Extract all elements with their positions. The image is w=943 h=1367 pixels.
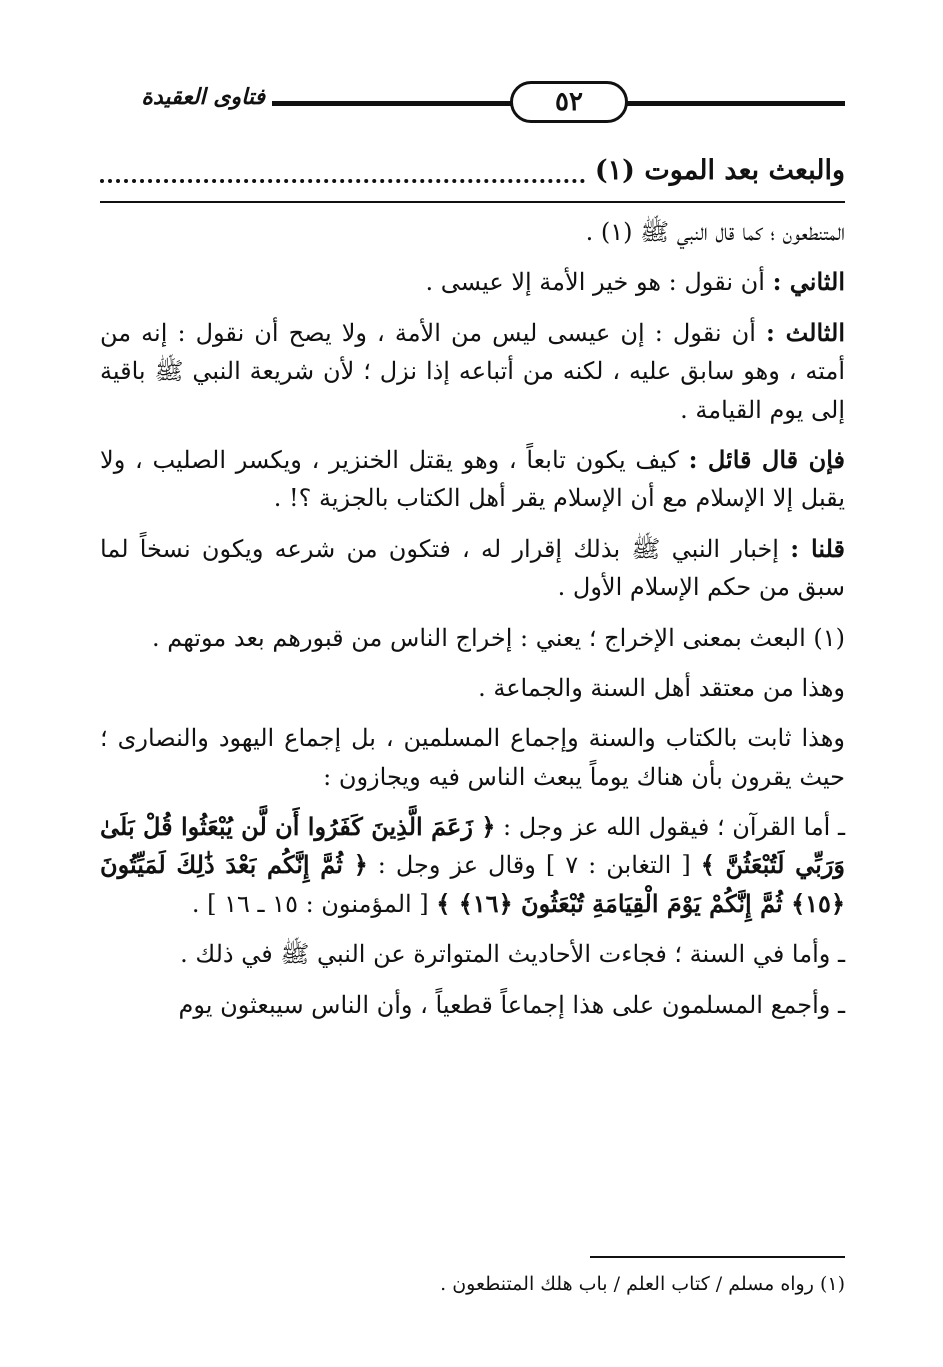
quran-quote: ﴿ زَعَمَ الَّذِينَ كَفَرُوا أَن لَّن يُبْعَثُوا قُلْ بَلَىٰ وَرَبِّي لَتُبْعَثُنَّ ﴾	[100, 812, 846, 880]
paragraph	[100, 314, 845, 429]
paragraph: (١) البعث بمعنى الإخراج ؛ يعني : إخراج الناس من قبورهم بعد موتهم .	[151, 623, 845, 652]
dot-leader	[100, 157, 585, 183]
footnote: (١) رواه مسلم / كتاب العلم / باب هلك المتنطعون .	[440, 1273, 845, 1295]
paragraph-label: الثاني :	[772, 267, 845, 297]
paragraph-text: أن نقول : إن عيسى ليس من الأمة ، ولا يصح أن نقول : إنه من أمته ، وهو سابق عليه ، لكنه من أتباعه إذا نزل ؛ لأن شريعة النبي ﷺ باقية إلى يوم القيامة .	[100, 318, 845, 424]
paragraph: المتنطعون ؛ كما قال النبي ﷺ (١) .	[585, 218, 845, 246]
footnote-divider	[590, 1256, 845, 1258]
paragraph: ـ وأما في السنة ؛ فجاءت الأحاديث المتواترة عن النبي ﷺ في ذلك .	[180, 940, 845, 969]
paragraph-text: [ المؤمنون : ١٥ ـ ١٦ ] .	[191, 889, 437, 918]
paragraph-label: فإن قال قائل :	[688, 444, 846, 474]
quran-quote: ﴿ ثُمَّ إِنَّكُم بَعْدَ ذَٰلِكَ لَمَيِّتُونَ ﴿١٥﴾ ثُمَّ إِنَّكُمْ يَوْمَ الْقِيَامَةِ تُبْعَثُونَ ﴿١٦﴾ ﴾	[100, 850, 845, 918]
paragraph: ـ وأجمع المسلمون على هذا إجماعاً قطعياً ، وأن الناس سيبعثون يوم	[178, 990, 845, 1019]
paragraph	[100, 530, 845, 607]
paragraph: وهذا ثابت بالكتاب والسنة وإجماع المسلمين ، بل إجماع اليهود والنصارى ؛ حيث يقرون بأن هناك يوماً يبعث الناس فيه ويجازون :	[100, 724, 845, 791]
paragraph: وهذا من معتقد أهل السنة والجماعة .	[478, 673, 845, 702]
header-divider	[100, 201, 845, 203]
paragraph-text: [ التغابن : ٧ ] وقال عز وجل :	[367, 851, 701, 880]
paragraph-label: قلنا :	[790, 533, 846, 563]
paragraph	[100, 263, 845, 301]
section-continuation	[100, 148, 845, 192]
page-number: ٥٢	[555, 87, 583, 117]
section-title: والبعث بعد الموت (١)	[594, 154, 845, 186]
paragraph-label: الثالث :	[765, 317, 845, 347]
page-header	[100, 78, 845, 128]
running-title: فتاوى العقيدة	[141, 84, 265, 110]
paragraph-text: أن نقول : هو خير الأمة إلا عيسى .	[425, 268, 773, 297]
paragraph-text: كيف يكون تابعاً ، وهو يقتل الخنزير ، ويكسر الصليب ، ولا يقبل إلا الإسلام مع أن الإسلام يقر أهل الكتاب بالجزية ؟! .	[100, 445, 845, 513]
body-text	[100, 213, 845, 1036]
paragraph-text: ـ أما القرآن ؛ فيقول الله عز وجل :	[495, 813, 846, 842]
paragraph	[100, 441, 845, 518]
header-rule-right	[425, 101, 845, 106]
paragraph	[100, 808, 845, 923]
paragraph-text: إخبار النبي ﷺ بذلك إقرار له ، فتكون من شرعه ويكون نسخاً لما سبق من حكم الإسلام الأول .	[100, 534, 845, 602]
page-number-badge	[510, 81, 628, 123]
